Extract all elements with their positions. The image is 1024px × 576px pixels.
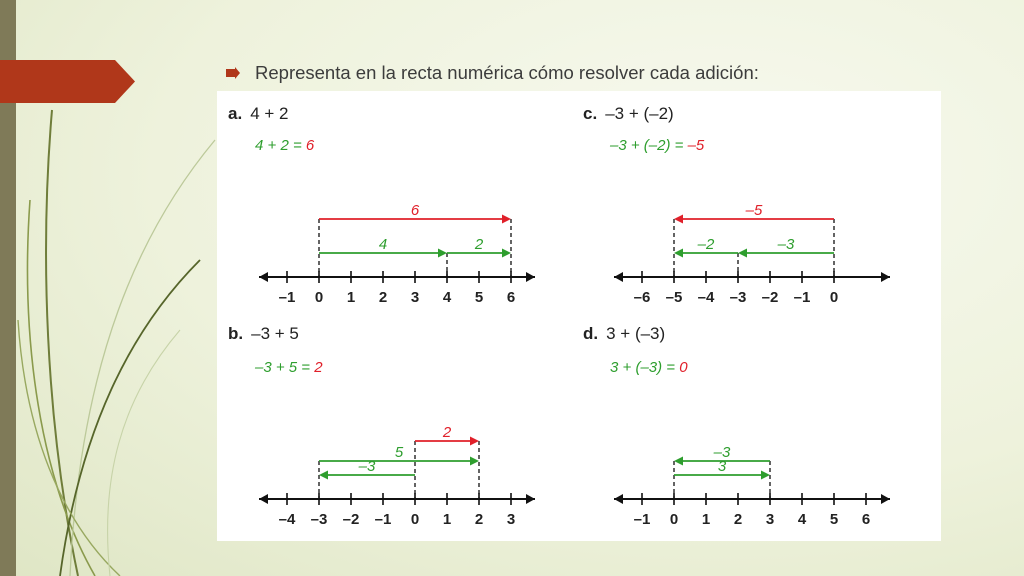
move-arrow-label: –3: [777, 236, 795, 253]
tick-label: –2: [761, 289, 779, 306]
title-tab-arrow: [0, 60, 135, 103]
problem-a-title: [228, 104, 288, 124]
tick-label: 5: [474, 289, 484, 306]
tick-label: 4: [442, 289, 452, 306]
move-arrow-label: 3: [717, 458, 727, 475]
tick-label: 2: [378, 289, 388, 306]
problem-d-expression: 3 + (–3): [606, 324, 666, 343]
axis-left-arrow: [259, 272, 268, 282]
move-arrow-label: 2: [442, 424, 452, 441]
move-arrow-head: [502, 215, 511, 224]
problem-d-equation: 3 + (–3) = 0: [610, 359, 688, 376]
problem-c-letter: c.: [583, 104, 598, 123]
tick-label: 2: [474, 511, 484, 528]
tick-label: 5: [829, 511, 839, 528]
problem-b-letter: b.: [228, 324, 244, 343]
axis-right-arrow: [881, 494, 890, 504]
tick-label: 0: [829, 289, 839, 306]
move-arrow-head: [470, 437, 479, 446]
tick-label: 1: [701, 511, 711, 528]
tick-label: 3: [765, 511, 775, 528]
tick-label: 1: [346, 289, 356, 306]
problem-a-letter: a.: [228, 104, 243, 123]
problem-c-equation: –3 + (–2) = –5: [610, 137, 705, 154]
move-arrow-label: 4: [378, 236, 388, 253]
move-arrow-label: –2: [697, 236, 715, 253]
bullet-arrow-icon: [226, 67, 240, 79]
move-arrow-head: [738, 249, 747, 258]
tick-label: 1: [442, 511, 452, 528]
move-arrow-head: [319, 471, 328, 480]
tick-label: –1: [633, 511, 651, 528]
number-line-a: [247, 171, 547, 311]
tick-label: –3: [310, 511, 328, 528]
tick-label: –1: [793, 289, 811, 306]
axis-right-arrow: [526, 494, 535, 504]
move-arrow-head: [761, 471, 770, 480]
move-arrow-label: 2: [474, 236, 484, 253]
move-arrow-head: [470, 457, 479, 466]
slide-heading: Representa en la recta numérica cómo resolver cada adición:: [255, 62, 759, 83]
tick-label: –2: [342, 511, 360, 528]
problem-c-expression: –3 + (–2): [605, 104, 674, 123]
axis-left-arrow: [259, 494, 268, 504]
move-arrow-head: [502, 249, 511, 258]
move-arrow-head: [438, 249, 447, 258]
tick-label: –5: [665, 289, 683, 306]
problem-a-expression: 4 + 2: [250, 104, 289, 123]
axis-left-arrow: [614, 272, 623, 282]
move-arrow-label: –3: [713, 444, 731, 461]
tick-label: 0: [410, 511, 420, 528]
tick-label: 2: [733, 511, 743, 528]
tick-label: –1: [278, 289, 296, 306]
tick-label: 3: [410, 289, 420, 306]
tick-label: 3: [506, 511, 516, 528]
problem-a-equation: 4 + 2 = 6: [255, 137, 315, 154]
tick-label: 6: [861, 511, 871, 528]
problem-b-title: [228, 324, 299, 344]
problem-c-title: [583, 104, 674, 124]
axis-right-arrow: [881, 272, 890, 282]
axis-left-arrow: [614, 494, 623, 504]
move-arrow-label: 6: [410, 202, 420, 219]
move-arrow-head: [674, 249, 683, 258]
tick-label: 0: [669, 511, 679, 528]
number-line-c: [602, 171, 902, 311]
tick-label: –4: [697, 289, 715, 306]
exercise-panel: [217, 91, 941, 541]
tick-label: –1: [374, 511, 392, 528]
problem-b-equation: –3 + 5 = 2: [255, 359, 323, 376]
tick-label: 0: [314, 289, 324, 306]
problem-b-expression: –3 + 5: [251, 324, 299, 343]
move-arrow-label: –5: [745, 202, 763, 219]
tick-label: 4: [797, 511, 807, 528]
tick-label: –3: [729, 289, 747, 306]
move-arrow-label: –3: [358, 458, 376, 475]
problem-d-title: [583, 324, 665, 344]
tick-label: –6: [633, 289, 651, 306]
axis-right-arrow: [526, 272, 535, 282]
move-arrow-head: [674, 457, 683, 466]
move-arrow-label: 5: [394, 444, 404, 461]
tick-label: 6: [506, 289, 516, 306]
number-line-d: [602, 393, 902, 533]
move-arrow-head: [674, 215, 683, 224]
number-line-b: [247, 393, 547, 533]
tick-label: –4: [278, 511, 296, 528]
problem-d-letter: d.: [583, 324, 599, 343]
